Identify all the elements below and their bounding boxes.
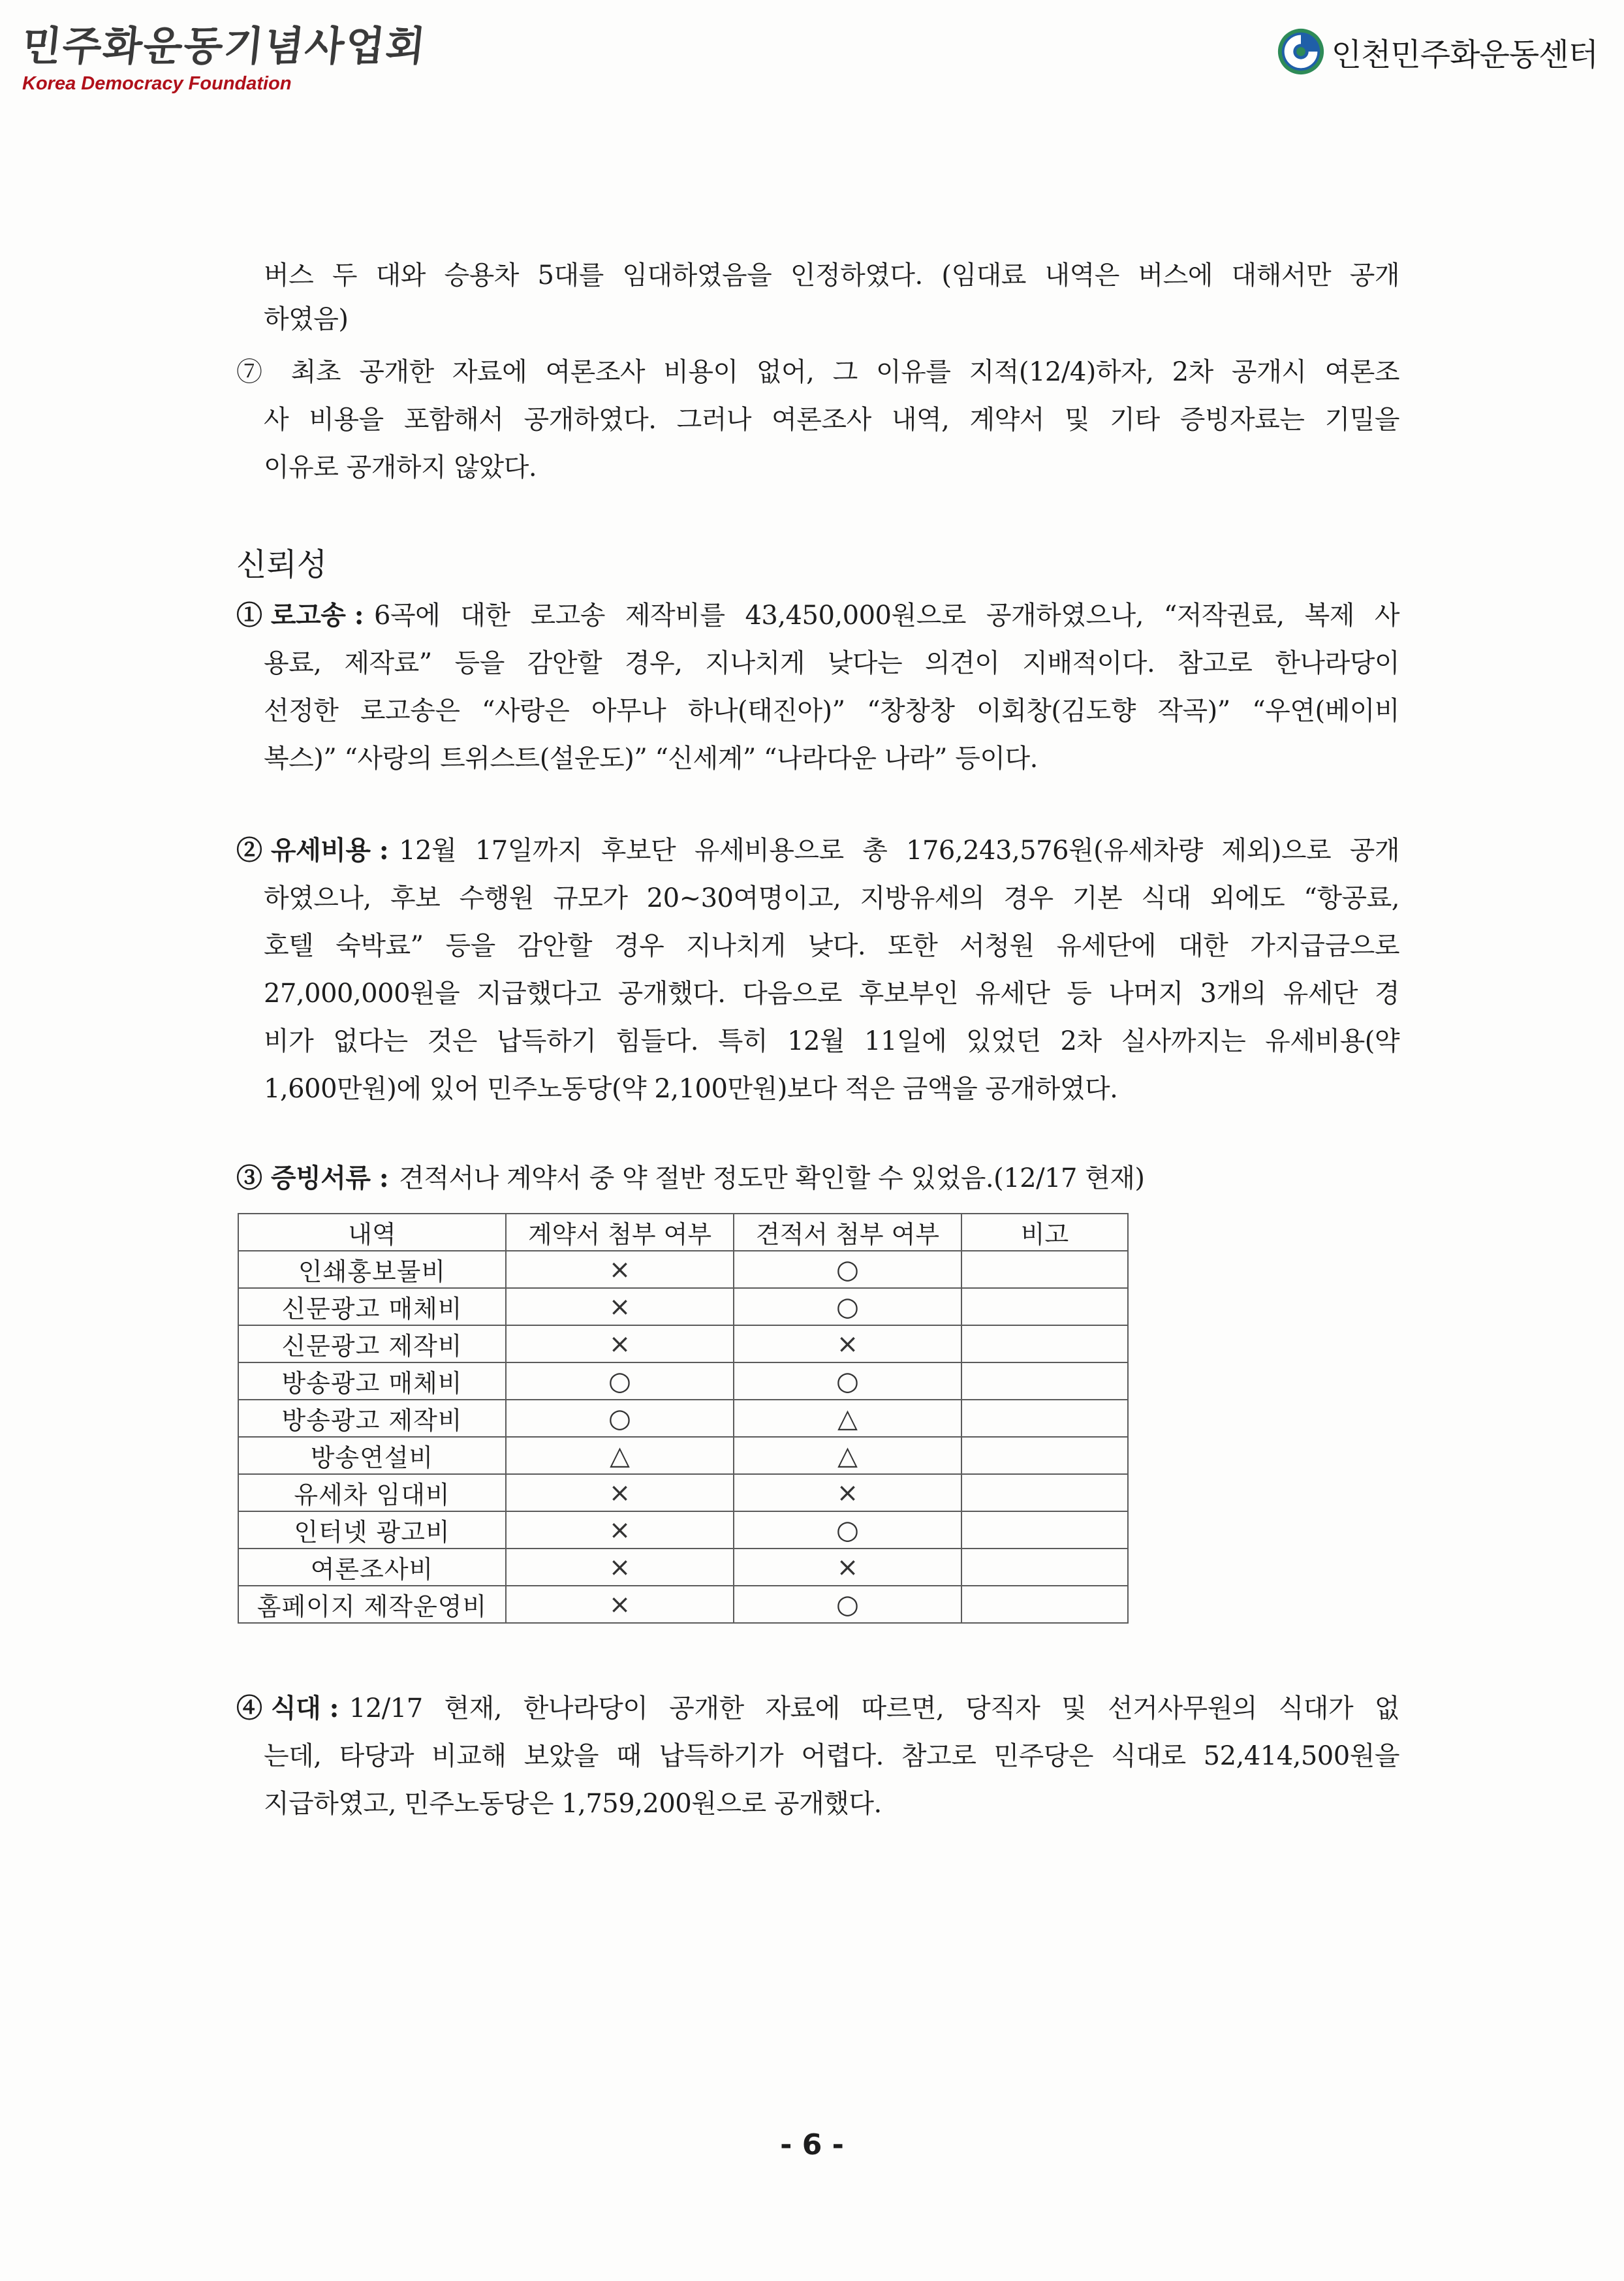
table-cell-item: 홈페이지 제작운영비 (238, 1586, 506, 1623)
table-cell-estimate: △ (734, 1400, 961, 1437)
evidence-docs-label: ③ 증빙서류 : (236, 1163, 389, 1193)
table-header-remarks: 비고 (961, 1214, 1128, 1251)
table-cell-estimate: △ (734, 1437, 961, 1474)
table-row (238, 1400, 1128, 1437)
meals-line-2: 는데, 타당과 비교해 보았을 때 납득하기가 어렵다. 참고로 민주당은 식대로 52,414,500원을 (264, 1741, 1399, 1771)
table-cell-item: 인터넷 광고비 (238, 1511, 506, 1549)
table-cell-estimate: ○ (734, 1288, 961, 1325)
table-cell-item: 방송광고 매체비 (238, 1362, 506, 1400)
table-cell-remarks (961, 1400, 1128, 1437)
logo-song-line-4: 복스)” “사랑의 트위스트(설운도)” “신세계” “나라다운 나라” 등이다. (264, 744, 1038, 774)
table-cell-remarks (961, 1251, 1128, 1288)
table-cell-remarks (961, 1549, 1128, 1586)
table-cell-remarks (961, 1511, 1128, 1549)
table-row (238, 1251, 1128, 1288)
table-cell-contract: ○ (506, 1400, 734, 1437)
table-header-contract: 계약서 첨부 여부 (506, 1214, 734, 1251)
evidence-docs-text: 견적서나 계약서 중 약 절반 정도만 확인할 수 있었음.(12/17 현재) (399, 1163, 1145, 1193)
table-cell-estimate: ○ (734, 1586, 961, 1623)
table-header-estimate: 견적서 첨부 여부 (734, 1214, 961, 1251)
section-title-reliability: 신뢰성 (236, 546, 328, 583)
item7-line-1: ⑦ 최초 공개한 자료에 여론조사 비용이 없어, 그 이유를 지적(12/4)하자, 2차 공개시 여론조 (236, 357, 1399, 387)
kdf-logo (20, 22, 429, 95)
table-cell-item: 방송광고 제작비 (238, 1400, 506, 1437)
table-header-item: 내역 (238, 1214, 506, 1251)
table-cell-remarks (961, 1474, 1128, 1511)
logo-song-text-1: 6곡에 대한 로고송 제작비를 43,450,000원으로 공개하였으나, “저작권료, 복제 사 (374, 601, 1399, 631)
campaign-cost-line-6: 1,600만원)에 있어 민주노동당(약 2,100만원)보다 적은 금액을 공개하였다. (264, 1074, 1118, 1104)
table-row (238, 1325, 1128, 1362)
table-cell-estimate: ○ (734, 1511, 961, 1549)
table-cell-contract: × (506, 1251, 734, 1288)
table-row (238, 1437, 1128, 1474)
table-cell-item: 신문광고 매체비 (238, 1288, 506, 1325)
evidence-docs-line (236, 1159, 1145, 1197)
table-header-row (238, 1214, 1128, 1251)
table-cell-estimate: × (734, 1325, 961, 1362)
campaign-cost-line-3: 호텔 숙박료” 등을 감안할 경우 지나치게 낮다. 또한 서청원 유세단에 대한 가지급금으로 (264, 931, 1399, 961)
table-cell-remarks (961, 1288, 1128, 1325)
table-row (238, 1474, 1128, 1511)
table-cell-item: 여론조사비 (238, 1549, 506, 1586)
table-row (238, 1586, 1128, 1623)
table-cell-contract: × (506, 1586, 734, 1623)
korea-democracy-emblem-icon (1275, 26, 1326, 77)
table-cell-remarks (961, 1437, 1128, 1474)
item7-line-2: 사 비용을 포함해서 공개하였다. 그러나 여론조사 내역, 계약서 및 기타 증빙자료는 기밀을 (264, 405, 1399, 435)
campaign-cost-text-1: 12월 17일까지 후보단 유세비용으로 총 176,243,576원(유세차량 제외)으로 공개 (399, 836, 1399, 866)
table-cell-estimate: ○ (734, 1362, 961, 1400)
campaign-cost-line-5: 비가 없다는 것은 납득하기 힘들다. 특히 12월 11일에 있었던 2차 실사까지는 유세비용(약 (264, 1026, 1399, 1056)
table-cell-estimate: × (734, 1549, 961, 1586)
meals-line-1 (236, 1690, 1399, 1727)
kdf-logo-korean: 민주화운동기념사업회 (20, 22, 429, 70)
evidence-table (238, 1213, 1129, 1624)
logo-song-line-2: 용료, 제작료” 등을 감안할 경우, 지나치게 낮다는 의견이 지배적이다. 참고로 한나라당이 (264, 648, 1399, 678)
table-cell-item: 인쇄홍보물비 (238, 1251, 506, 1288)
intro-line-1: 버스 두 대와 승용차 5대를 임대하였음을 인정하였다. (임대료 내역은 버스에 대해서만 공개 (264, 260, 1399, 291)
table-cell-contract: △ (506, 1437, 734, 1474)
table-cell-item: 신문광고 제작비 (238, 1325, 506, 1362)
table-cell-contract: × (506, 1549, 734, 1586)
table-cell-contract: × (506, 1474, 734, 1511)
campaign-cost-line-4: 27,000,000원을 지급했다고 공개했다. 다음으로 후보부인 유세단 등 나머지 3개의 유세단 경 (264, 979, 1399, 1009)
table-cell-contract: ○ (506, 1362, 734, 1400)
incheon-center-logo (1275, 26, 1598, 77)
meals-line-3: 지급하였고, 민주노동당은 1,759,200원으로 공개했다. (264, 1789, 882, 1819)
table-cell-contract: × (506, 1511, 734, 1549)
meals-text-1: 12/17 현재, 한나라당이 공개한 자료에 따르면, 당직자 및 선거사무원의 식대가 없 (349, 1693, 1399, 1723)
campaign-cost-label: ② 유세비용 : (236, 835, 389, 866)
table-cell-item: 유세차 임대비 (238, 1474, 506, 1511)
table-row (238, 1288, 1128, 1325)
kdf-logo-english: Korea Democracy Foundation (22, 73, 292, 94)
table-cell-item: 방송연설비 (238, 1437, 506, 1474)
intro-line-2: 하였음) (264, 304, 349, 334)
incheon-center-name: 인천민주화운동센터 (1331, 36, 1598, 73)
page-number: - 6 - (780, 2128, 844, 2162)
table-row (238, 1362, 1128, 1400)
table-row (238, 1549, 1128, 1586)
campaign-cost-line-2: 하였으나, 후보 수행원 규모가 20~30여명이고, 지방유세의 경우 기본 식대 외에도 “항공료, (264, 883, 1399, 913)
meals-label: ④ 식대 : (236, 1693, 339, 1723)
table-cell-contract: × (506, 1288, 734, 1325)
logo-song-line-3: 선정한 로고송은 “사랑은 아무나 하나(태진아)” “창창창 이회창(김도향 작곡)” “우연(베이비 (264, 696, 1399, 726)
logo-song-line-1 (236, 597, 1399, 635)
item7-line-3: 이유로 공개하지 않았다. (264, 452, 537, 482)
table-row (238, 1511, 1128, 1549)
table-cell-contract: × (506, 1325, 734, 1362)
table-cell-estimate: ○ (734, 1251, 961, 1288)
campaign-cost-line-1 (236, 832, 1399, 870)
table-cell-remarks (961, 1325, 1128, 1362)
table-cell-estimate: × (734, 1474, 961, 1511)
table-cell-remarks (961, 1586, 1128, 1623)
table-cell-remarks (961, 1362, 1128, 1400)
logo-song-label: ① 로고송 : (236, 600, 364, 631)
